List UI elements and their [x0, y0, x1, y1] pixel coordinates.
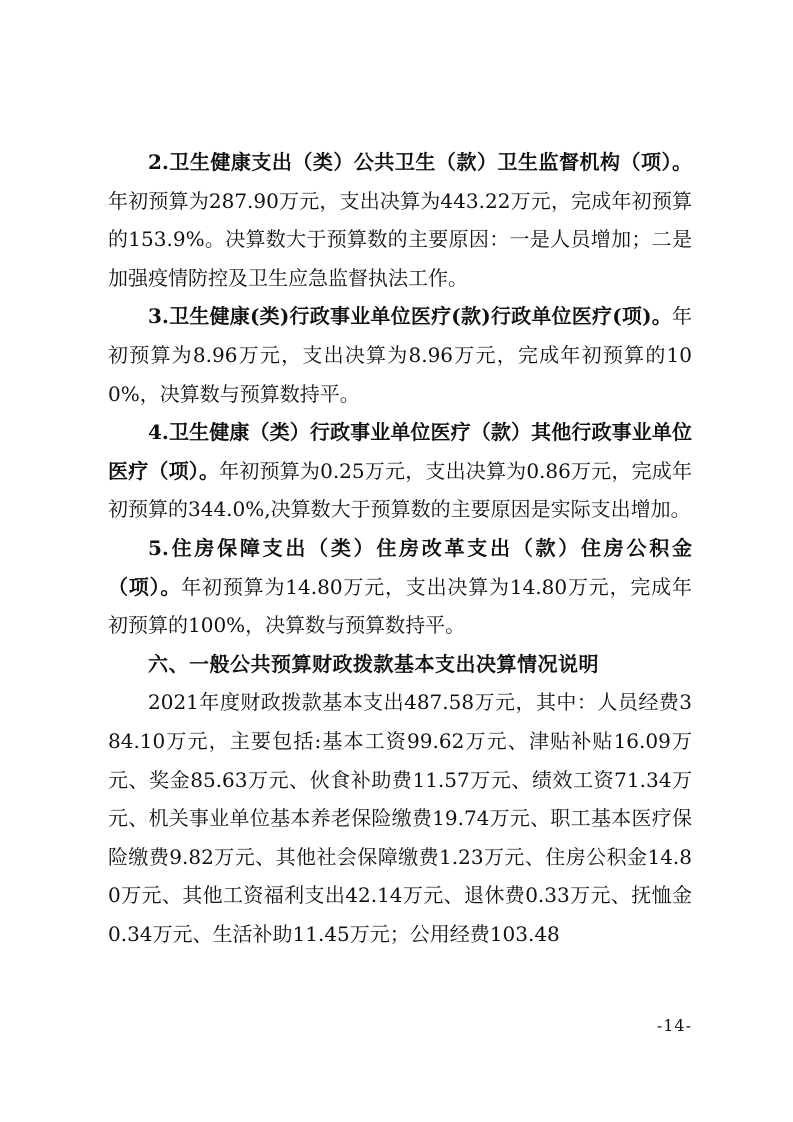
paragraph-heading: 3.卫生健康(类)行政事业单位医疗(款)行政单位医疗(项)。	[148, 304, 672, 329]
paragraph-heading: 4.卫生健康（类）行政事业单位医疗（款）其他行政事业单位医疗（项）。	[108, 420, 692, 483]
paragraph-text: 年初预算为14.80万元，支出决算为14.80万元，完成年初预算的100%，决算数与预算数持平。	[108, 574, 692, 638]
paragraph-heading: 5.住房保障支出（类）住房改革支出（款）住房公积金（项）。	[108, 535, 692, 599]
paragraph-4	[108, 413, 692, 529]
paragraph-text: 年初预算为0.25万元，支出决算为0.86万元，完成年初预算的344.0%,决算数大于预算数的主要原因是实际支出增加。	[108, 458, 693, 522]
paragraph-text: 年初预算为8.96万元，支出决算为8.96万元，完成年初预算的100%，决算数与预算数持平。	[108, 304, 692, 406]
paragraph-heading: 2.卫生健康支出（类）公共卫生（款）卫生监督机构（项）。	[148, 150, 692, 174]
section-paragraph: 2021年度财政拨款基本支出487.58万元，其中：人员经费384.10万元，主要包括:基本工资99.62万元、津贴补贴16.09万元、奖金85.63万元、伙食补助费11.57万元、绩效工资71.34万元、机关事业单位基本养老保险缴费19.74万元、职工基本医疗保险缴费9.82万元、其他社会保障缴费1.23万元、住房公积金14.80万元、其他工资福利支出42.14万元、退休费0.33万元、抚恤金0.34万元、生活补助11.45万元；公用经费103.48	[108, 690, 692, 946]
paragraph-text: 年初预算为287.90万元，支出决算为443.22万元，完成年初预算的153.9%。决算数大于预算数的主要原因：一是人员增加；二是加强疫情防控及卫生应急监督执法工作。	[108, 188, 692, 290]
paragraph-3	[108, 297, 692, 413]
section-heading: 六、一般公共预算财政拨款基本支出决算情况说明	[148, 651, 599, 676]
body-text	[108, 143, 692, 953]
page-number: -14-	[656, 1016, 692, 1035]
paragraph-2	[108, 143, 692, 297]
paragraph-5	[108, 529, 692, 645]
